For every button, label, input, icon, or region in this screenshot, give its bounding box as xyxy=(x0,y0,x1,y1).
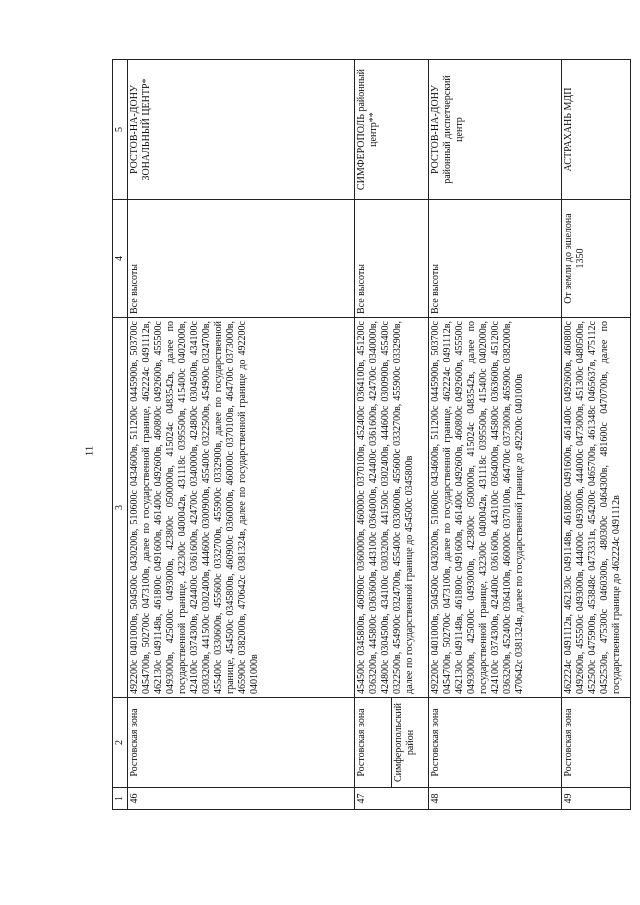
heights-cell: От земли до эшелона 1350 xyxy=(562,200,631,318)
center-cell: АСТРАХАНЬ МДП xyxy=(562,60,631,200)
zone-cell: Ростовская зона xyxy=(355,698,392,788)
row-number: 48 xyxy=(429,788,562,810)
row-number: 46 xyxy=(128,788,355,810)
center-cell: РОСТОВ-НА-ДОНУ районный диспетчерский центр xyxy=(429,60,562,200)
row-number: 47 xyxy=(355,788,429,810)
heights-cell: Все высоты xyxy=(429,200,562,318)
zone-cell: Ростовская зона xyxy=(128,698,355,788)
page-number: 11 xyxy=(83,445,96,457)
header-col-3: 3 xyxy=(113,318,128,698)
table-row xyxy=(355,60,392,810)
coordinates-cell: 492200c 0401000в, 504500c 0430200в, 510600c 0434600в, 511200c 0445900в, 503700c 0454700в, 502700c 0473100в, далее по государственной границе, 462224с 0491112в, 462130c 0491148в, 461800c 0491600в, 461400c 0492600в, 460800c 0492600в, 455500c 0493000в, 425000c 0493000в, 423800c 0500000в, 415024c 0483542в, далее по государственной границе, 432300c 0400042в, 431118c 0395500в, 415400c 0402000в, 424100c 0374300в, 424400c 0361600в, 443100c 0364000в, 445800c 0363600в, 451200c 0363200в, 452400c 0364100в, 460000c 0370100в, 464700c 0373000в, 465900c 0382000в, 470642c 0381324в, далее по государственной границе до 492200c 0401000в xyxy=(429,318,562,698)
zone-cell: Ростовская зона xyxy=(562,698,631,788)
airspace-table xyxy=(112,59,631,810)
center-cell: СИМФЕРОПОЛЬ районный центр** xyxy=(355,60,429,200)
zone-cell: Ростовская зона xyxy=(429,698,562,788)
coordinates-cell: 462224c 0491112в, 462130c 0491148в, 461800c 0491600в, 461400c 0492600в, 460800c 0492600в, 455500c 0493000в, 444000c 0493000в, 444000c 0473000в, 451300c 0480500в, 452500c 0475900в, 453848c 0473331в, 454200c 0465700в, 461348c 0465637в, 475112c 0452530в, 475300c 0460300в, 480300c 0464300в, 481600c 0470700в, далее по государственной границе до 462224c 0491112в xyxy=(562,318,631,698)
rotated-table-container xyxy=(112,60,622,810)
table-row xyxy=(429,60,562,810)
header-col-2: 2 xyxy=(113,698,128,788)
header-col-1: 1 xyxy=(113,788,128,810)
header-col-4: 4 xyxy=(113,200,128,318)
district-cell: Симферопольский район xyxy=(392,698,429,788)
center-cell: РОСТОВ-НА-ДОНУ ЗОНАЛЬНЫЙ ЦЕНТР* xyxy=(128,60,355,200)
coordinates-cell: 492200c 0401000в, 504500c 0430200в, 510600c 0434600в, 511200c 0445900в, 503700c 0454700в, 502700c 0473100в, далее по государственной границе, 462224с 0491112в, 462130c 0491148в, 461800c 0491600в, 461400c 0492600в, 460800c 0492600в, 455500c 0493000в, 425000c 0493000в, 423800c 0500000в, 415024c 0483542в, далее по государственной границе, 432300c 0400042в, 431118c 0395500в, 415400c 0402000в, 424100c 0374300в, 424400c 0361600в, 424700c 0340000в, 424800c 0304500в, 434100c 0303200в, 441500c 0302400в, 444600c 0300900в, 455400c 0322500в, 454900c 0324700в, 455400c 0330600в, 455600c 0332700в, 455900c 0332900в, далее по государственной границе, 454500c 0345800в, 460900c 0360000в, 460000c 0370100в, 464700c 0373000в, 465900c 0382000в, 470642c 0381324в, далее по государственной границе до 492200c 0401000в xyxy=(128,318,355,698)
heights-cell: Все высоты xyxy=(355,200,429,318)
coordinates-cell: 454500c 0345800в, 460900c 0360000в, 460000c 0370100в, 452400c 0364100в, 451200c 0363200в, 445800c 0363600в, 443100c 0364000в, 424400c 0361600в, 424700c 0340000в, 424800c 0304500в, 434100c 0303200в, 441500c 0302400в, 444600c 0300900в, 455400c 0322500в, 454900c 0324700в, 455400c 0330600в, 455600c 0332700в, 455900c 0332900в, далее по государственной границе до 454500c 0345800в xyxy=(355,318,429,698)
header-col-5: 5 xyxy=(113,60,128,200)
header-row xyxy=(113,60,128,810)
heights-cell: Все высоты xyxy=(128,200,355,318)
table-row xyxy=(562,60,631,810)
row-number: 49 xyxy=(562,788,631,810)
table-row xyxy=(128,60,355,810)
